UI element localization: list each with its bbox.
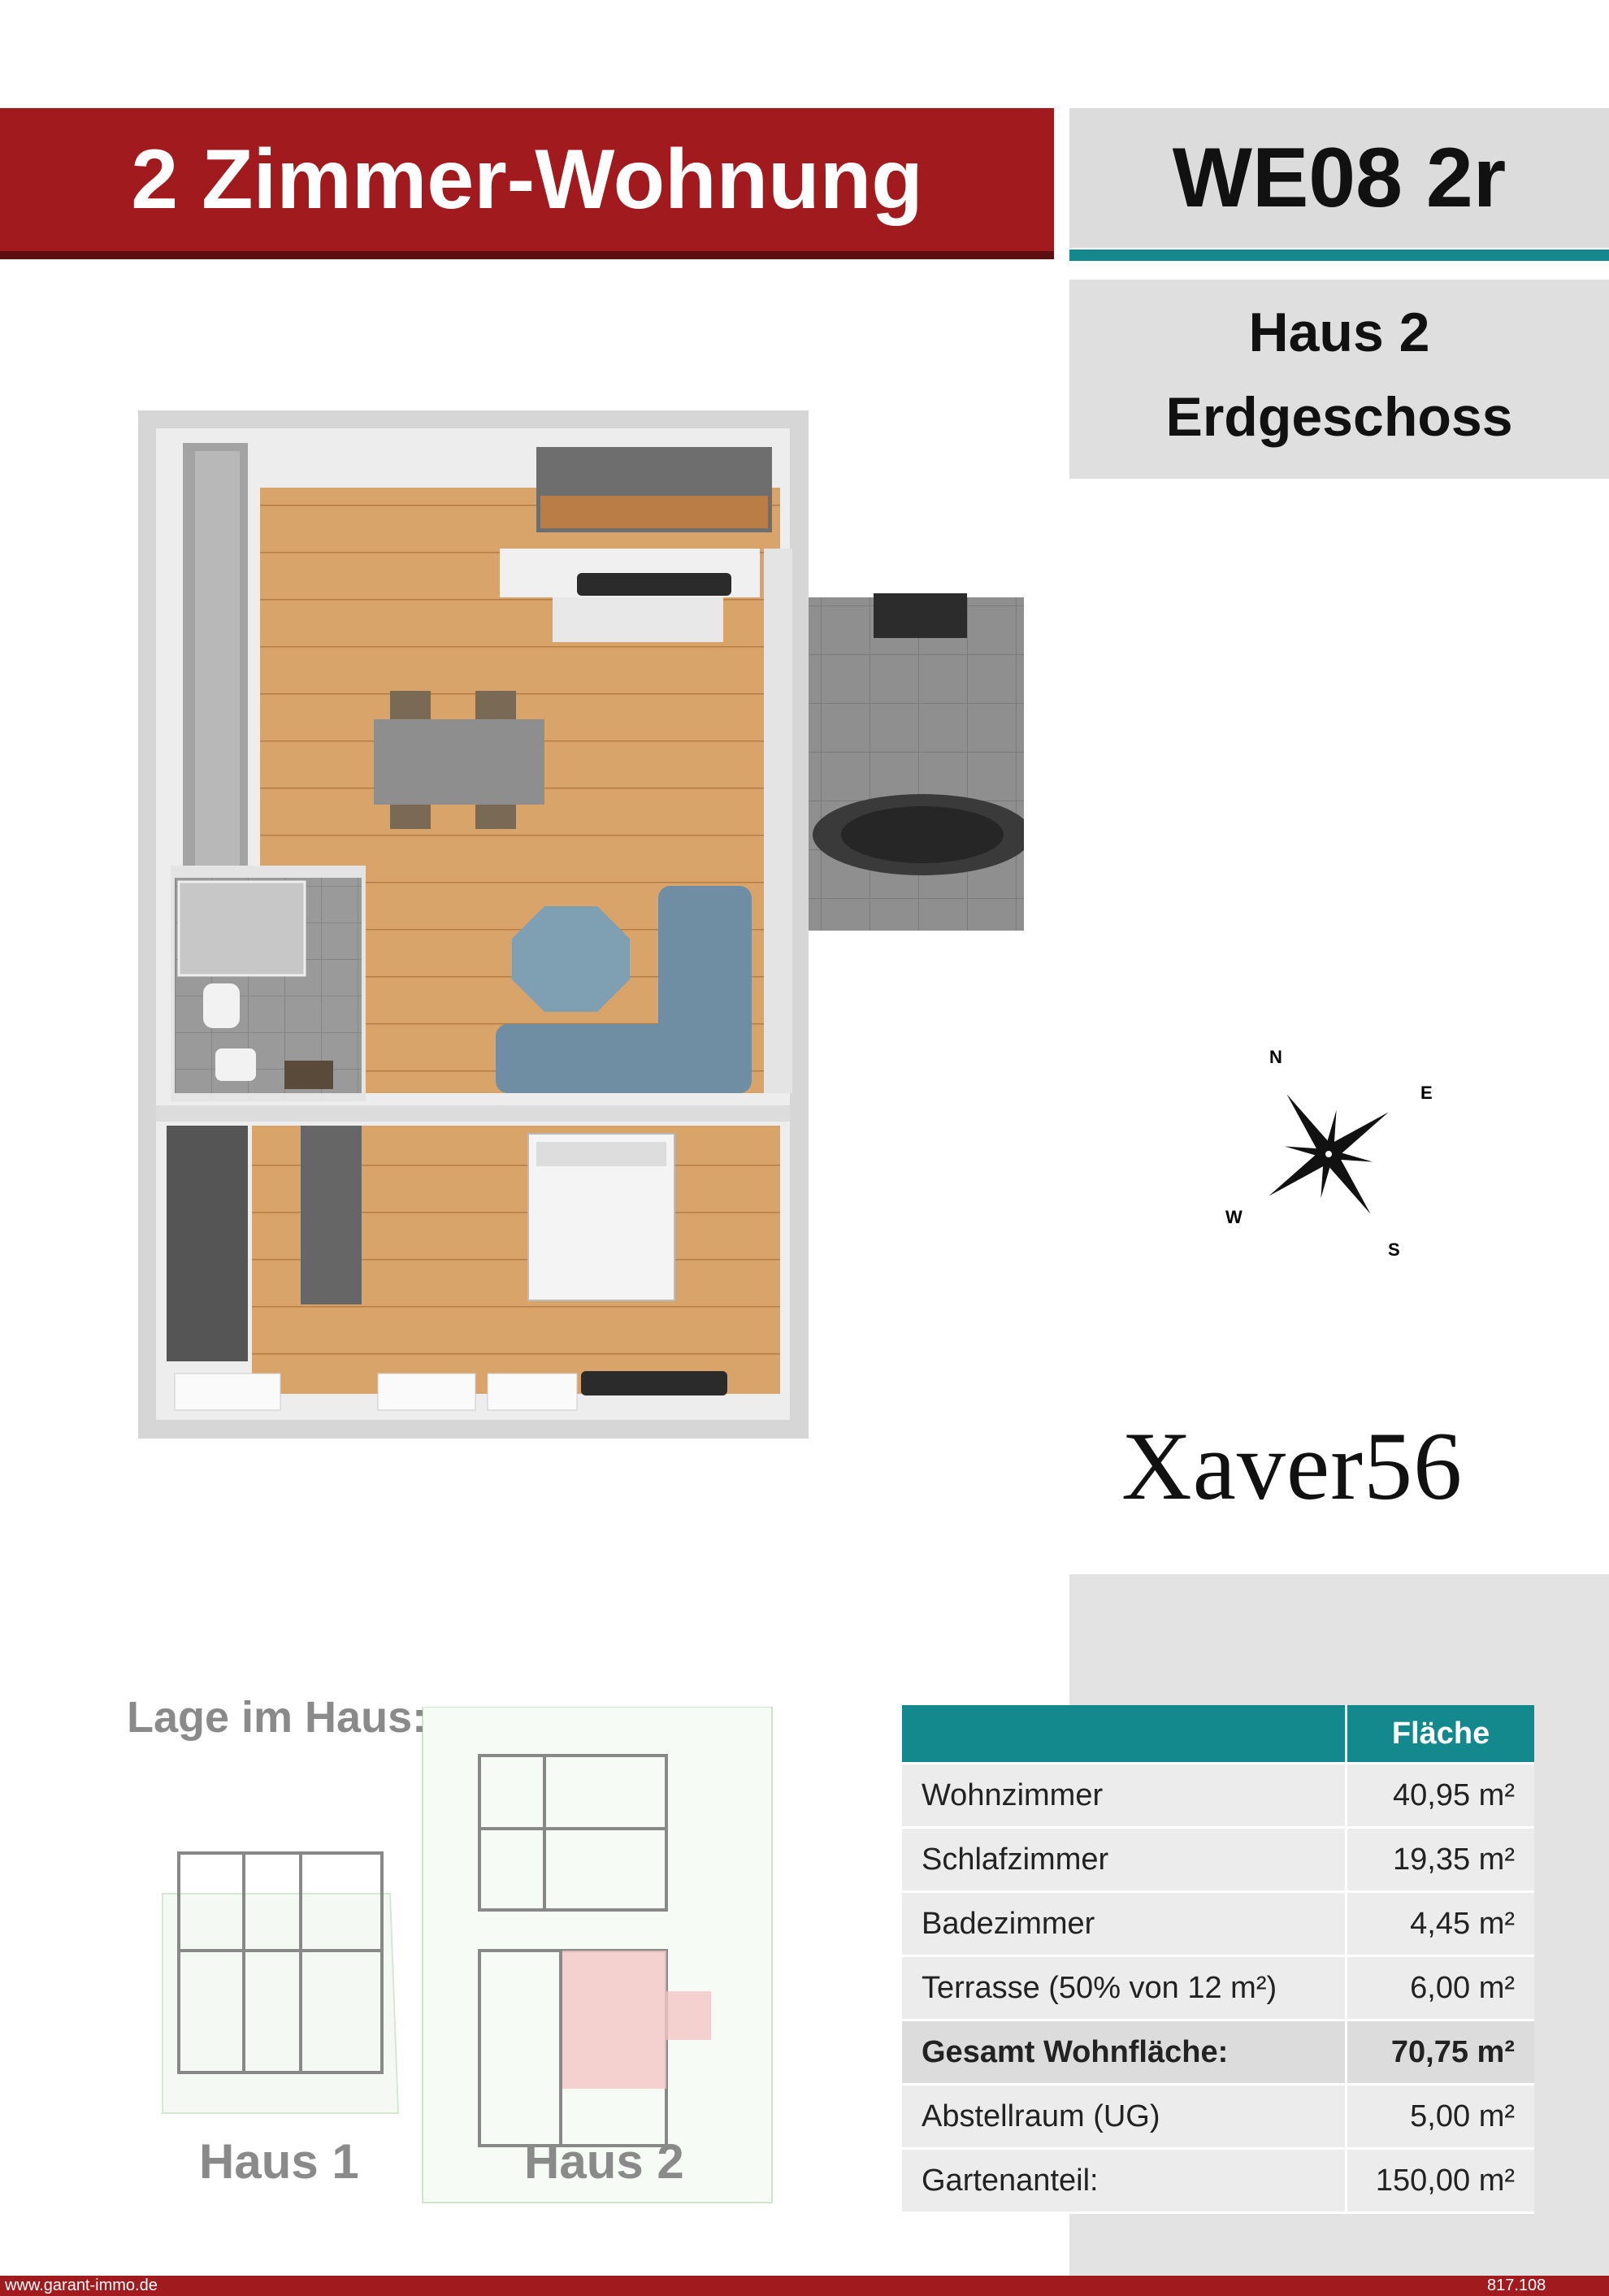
row-label: Wohnzimmer xyxy=(902,1764,1347,1829)
row-value: 70,75 m² xyxy=(1347,2021,1534,2085)
footer-bar xyxy=(0,2276,1609,2296)
table-row xyxy=(902,2085,1534,2150)
row-value: 6,00 m² xyxy=(1347,1957,1534,2021)
footer-website: www.garant-immo.de xyxy=(5,2276,158,2294)
table-row xyxy=(902,2150,1534,2214)
brand-logo: Xaver56 xyxy=(1121,1412,1464,1520)
row-value: 5,00 m² xyxy=(1347,2085,1534,2150)
table-header-area: Fläche xyxy=(1347,1705,1534,1764)
compass-icon xyxy=(1211,1040,1455,1268)
compass-south-label: S xyxy=(1388,1239,1400,1260)
table-row xyxy=(902,1829,1534,1893)
location-label: Lage im Haus: xyxy=(127,1693,427,1742)
unit-code-underline xyxy=(1069,250,1609,261)
site-location-map xyxy=(154,1707,780,2207)
row-label: Abstellraum (UG) xyxy=(902,2085,1347,2150)
row-label: Terrasse (50% von 12 m²) xyxy=(902,1957,1347,2021)
table-header-row xyxy=(902,1705,1534,1764)
table-row xyxy=(902,1893,1534,1957)
house-name: Haus 2 xyxy=(1248,302,1430,363)
row-value: 4,45 m² xyxy=(1347,1893,1534,1957)
row-value: 40,95 m² xyxy=(1347,1764,1534,1829)
row-label: Schlafzimmer xyxy=(902,1829,1347,1893)
title-bar-shadow xyxy=(0,251,1054,259)
compass-west-label: W xyxy=(1225,1207,1243,1227)
floor-plan-image xyxy=(138,410,1024,1443)
row-label: Gartenanteil: xyxy=(902,2150,1347,2214)
table-row xyxy=(902,1764,1534,1829)
table-row-total xyxy=(902,2021,1534,2085)
row-value: 150,00 m² xyxy=(1347,2150,1534,2214)
row-value: 19,35 m² xyxy=(1347,1829,1534,1893)
haus1-label: Haus 1 xyxy=(199,2134,359,2189)
footer-reference: 817.108 xyxy=(1487,2276,1546,2294)
floor-name: Erdgeschoss xyxy=(1165,386,1513,448)
area-table xyxy=(902,1705,1534,2214)
table-header-empty xyxy=(902,1705,1347,1764)
haus2-label: Haus 2 xyxy=(524,2134,684,2189)
unit-code: WE08 2r xyxy=(1172,131,1507,225)
compass-north-label: N xyxy=(1269,1047,1282,1067)
row-label: Gesamt Wohnfläche: xyxy=(902,2021,1347,2085)
page-title: 2 Zimmer-Wohnung xyxy=(131,132,923,227)
row-label: Badezimmer xyxy=(902,1893,1347,1957)
compass-east-label: E xyxy=(1420,1083,1433,1103)
table-row xyxy=(902,1957,1534,2021)
